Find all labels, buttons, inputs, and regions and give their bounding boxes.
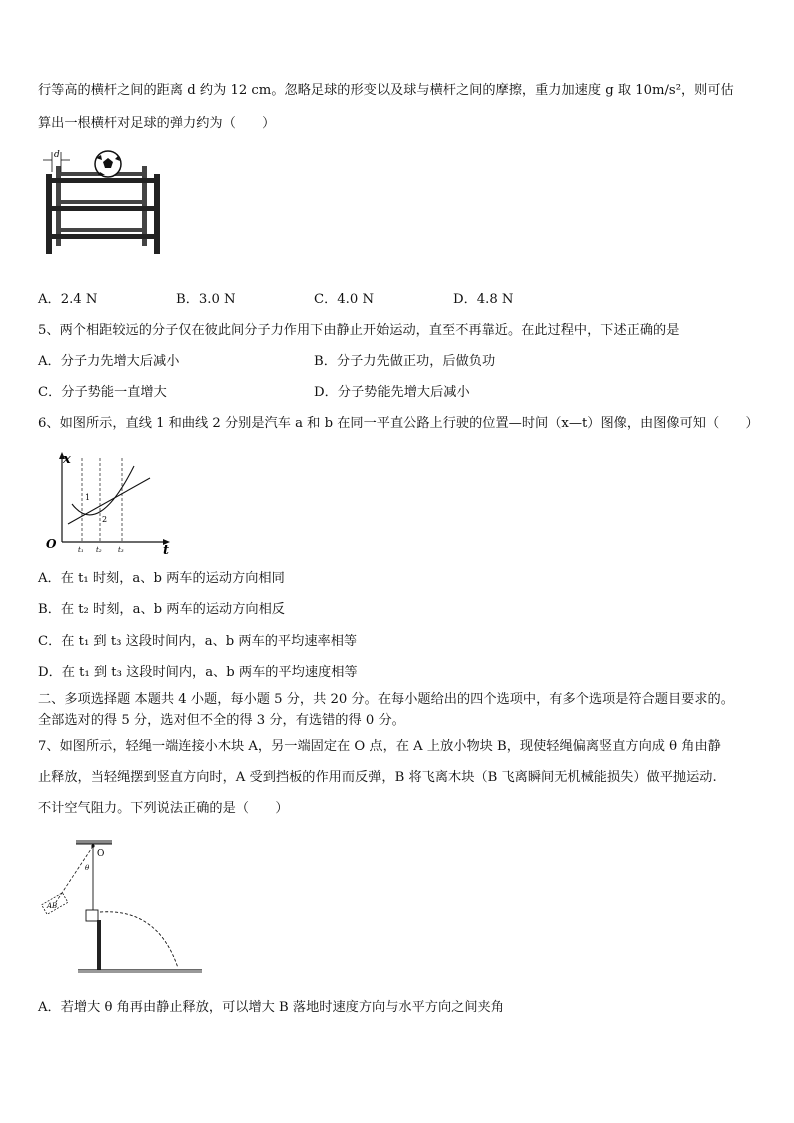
q4-option-d[interactable]: D．4.8 N [453,292,514,307]
shoe-rack-diagram [38,148,168,258]
graph-x-label: t [163,543,170,556]
q6-option-d[interactable]: D．在 t₁ 到 t₃ 这段时间内，a、b 两车的平均速度相等 [38,665,358,680]
xt-graph-svg [38,448,173,556]
graph-y-label: x [63,452,71,467]
q5-option-a[interactable]: A．分子力先增大后减小 [38,354,180,369]
projectile-path [100,912,178,968]
q7-stem-line-2: 止释放，当轻绳摆到竖直方向时，A 受到挡板的作用而反弹，B 将飞离木块（B 飞离瞬间无机械能损失）做平抛运动. [38,770,717,785]
q4-stem-line-2: 算出一根横杆对足球的弹力约为（ ） [38,116,276,131]
curve-2 [72,466,134,515]
q7-option-a[interactable]: A．若增大 θ 角再由静止释放，可以增大 B 落地时速度方向与水平方向之间夹角 [38,1000,504,1015]
q6-xt-graph [38,448,173,560]
q6-option-c[interactable]: C．在 t₁ 到 t₃ 这段时间内，a、b 两车的平均速率相等 [38,634,358,649]
q4-shoe-rack-figure [38,148,168,262]
section-2-heading-line-2: 全部选对的得 5 分，选对但不全的得 3 分，有选错的得 0 分。 [38,713,405,728]
block-a [86,910,98,921]
q7-stem-line-3: 不计空气阻力。下列说法正确的是（ ） [38,801,289,816]
curve-2-label: 2 [102,515,108,524]
line-1-label: 1 [85,493,91,502]
section-2-heading-line-1: 二、多项选择题 本题共 4 小题，每小题 5 分，共 20 分。在每小题给出的四个选项中，有多个选项是符合题目要求的。 [38,692,734,707]
ground [78,970,202,973]
q4-option-c[interactable]: C．4.0 N [314,292,374,307]
tick-t2: t₂ [96,546,102,554]
graph-origin-label: O [46,537,57,551]
line-1 [68,478,150,524]
ab-label: AB [47,902,58,910]
o-label: O [97,849,105,859]
q4-option-a[interactable]: A．2.4 N [38,292,98,307]
theta-label: θ [85,864,90,872]
q4-option-b[interactable]: B．3.0 N [176,292,236,307]
q6-option-a[interactable]: A．在 t₁ 时刻，a、b 两车的运动方向相同 [38,571,285,586]
q6-stem: 6、如图所示，直线 1 和曲线 2 分别是汽车 a 和 b 在同一平直公路上行驶的位置—时间（x—t）图像，由图像可知（ ） [38,416,759,431]
q6-option-b[interactable]: B．在 t₂ 时刻，a、b 两车的运动方向相反 [38,602,285,617]
q7-pendulum-figure [38,836,208,988]
q5-option-c[interactable]: C．分子势能一直增大 [38,385,167,400]
d-label: d [54,150,60,160]
tick-t3: t₃ [118,546,124,554]
pendulum-diagram [38,836,208,984]
q5-stem: 5、两个相距较远的分子仅在彼此间分子力作用下由静止开始运动，直至不再靠近。在此过程中，下述正确的是 [38,323,680,338]
baffle [97,920,101,970]
q5-option-d[interactable]: D．分子势能先增大后减小 [314,385,470,400]
q4-stem-line-1: 行等高的横杆之间的距离 d 约为 12 cm。忽略足球的形变以及球与横杆之间的摩擦，重力加速度 g 取 10m/s²，则可估 [38,83,734,98]
tick-t1: t₁ [78,546,84,554]
q7-stem-line-1: 7、如图所示，轻绳一端连接小木块 A，另一端固定在 O 点，在 A 上放小物块 B，现使轻绳偏离竖直方向成 θ 角由静 [38,739,721,754]
q5-option-b[interactable]: B．分子力先做正功，后做负功 [314,354,496,369]
